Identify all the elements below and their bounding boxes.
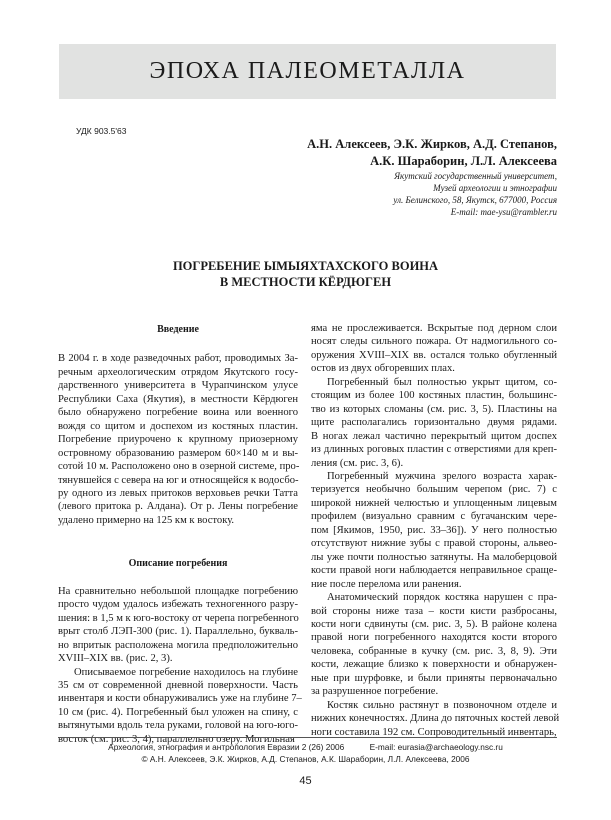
text-line: Костяк сильно растянут в позвоночном отделе и — [327, 699, 557, 711]
text-line: В 2004 г. в ходе разведочных работ, проводимых За- — [58, 353, 298, 365]
article-title — [0, 258, 611, 290]
text-line: широкой нижней челюстью и уплощенным лицевым — [311, 497, 557, 509]
paragraph — [311, 322, 557, 376]
paragraph — [311, 699, 560, 739]
text-line: человека, собранные в кучку (см. рис. 3, 8, 9). Эти — [311, 645, 557, 657]
right-column — [311, 322, 560, 739]
section-heading: Описание погребения — [128, 558, 228, 570]
text-line: ления (см. рис. 3, 6). — [311, 457, 404, 469]
text-line: лы уже почти полностью затянуты. На малоберцовой — [311, 551, 557, 563]
text-line: пом [Якимов, 1950, рис. 33–36]). У него полностью — [311, 524, 557, 536]
text-line: сотой 10 м. Расположено оно в озерной системе, про- — [58, 461, 300, 473]
affiliation: ул. Белинского, 58, Якутск, 677000, Россия — [393, 195, 557, 205]
text-line: ру одного из левых притоков верховьев речки Татта — [58, 487, 298, 499]
footer-divider — [58, 737, 557, 738]
text-line: Погребенный был полностью укрыт щитом, со- — [327, 376, 557, 388]
journal-citation: Археология, этнография и антропология Евразии 2 (26) 2006 — [108, 742, 345, 752]
text-line: яма не прослеживается. Вскрытые под дерном слои — [311, 323, 557, 334]
text-line: теризуется необычно большим черепом (рис. 7) с — [311, 484, 557, 496]
paragraph — [58, 585, 298, 666]
paragraph — [58, 666, 302, 747]
page-number: 45 — [299, 775, 312, 787]
text-line: просто чудом удалось избежать техногенного разру- — [58, 599, 298, 611]
text-line: ноги составила 192 см. Сопроводительный инвентарь, — [311, 726, 557, 738]
text-line: ные при шурфовке, и были приняты первоначально — [311, 672, 557, 684]
text-line: но впритык расположена могила предположительно — [58, 639, 298, 651]
paragraph — [311, 470, 557, 591]
text-line: шения: в 1,5 м к юго-востоку от черепа погребенного — [58, 612, 299, 624]
text-line: врыт столб ЛЭП-300 (рис. 1). Параллельно, букваль- — [58, 626, 298, 638]
section-heading: Введение — [157, 324, 199, 335]
text-line: кости правой ноги наблюдается неправильное сраще- — [311, 565, 557, 577]
text-line: удалено примерно на 125 км к востоку. — [58, 514, 235, 526]
text-line: носят следы сильного пожара. От надмогильного со- — [311, 336, 557, 348]
text-line: остов из двух обгоревших плах. — [311, 363, 455, 375]
text-line: Погребенный мужчина зрелого возраста харак- — [327, 470, 557, 482]
text-line: Республики Саха (Якутия), в местности Кёрдюген — [58, 393, 298, 405]
title-line: ПОГРЕБЕНИЕ ЫМЫЯХТАХСКОГО ВОИНА — [172, 259, 439, 273]
affiliation-email: E-mail: mae-ysu@rambler.ru — [450, 207, 557, 217]
text-line: вытянутыми вдоль тела руками, головой на юго-юго- — [58, 720, 299, 732]
text-line: XVIII–XIX вв. (рис. 2, 3). — [58, 653, 173, 665]
author-block — [307, 136, 557, 218]
udk-code: УДК 903.5'63 — [76, 126, 127, 136]
text-line: тянувшейся с севера на юг и относящейся к водосбо- — [58, 474, 299, 486]
text-line: оружения XVIII–XIX вв. остался только обугленный — [311, 349, 557, 361]
text-line: Погребение приурочено к крупному приозерному — [58, 434, 298, 446]
title-line: В МЕСТНОСТИ КЁРДЮГЕН — [219, 275, 392, 289]
text-line: из длинных роговых пластин с отверстиями для креп- — [311, 444, 557, 456]
text-line: правой ноги погребенного находятся кости второго — [311, 632, 557, 644]
left-column — [58, 323, 302, 746]
text-line: ние после перелома или ранения. — [311, 578, 462, 590]
paragraph — [311, 591, 557, 699]
text-line: нижних конечностях. Длина до пяточных костей левой — [311, 713, 560, 725]
text-line: инвентаря и кости обнаруживались уже на глубине 7– — [58, 693, 302, 705]
footer-journal-line — [0, 742, 611, 753]
text-line: Описываемое погребение находилось на глубине — [74, 666, 298, 678]
text-line: стоящим из более 100 костяных пластин, большинс- — [311, 390, 557, 402]
text-line: щите располагались горизонтально двумя рядами. — [311, 417, 557, 429]
footer-copyright: © А.Н. Алексеев, Э.К. Жирков, А.Д. Степанов, А.К. Шараборин, Л.Л. Алексеева, 2006 — [141, 754, 470, 764]
text-line: Анатомический порядок костяка нарушен с пра- — [327, 592, 557, 604]
affiliation: Музей археологии и этнографии — [433, 183, 557, 193]
text-line: за разрушенное погребение. — [311, 686, 439, 698]
section-title: ЭПОХА ПАЛЕОМЕТАЛЛА — [149, 58, 466, 84]
text-line: вождя со щитом и доспехом из костяных пластин. — [58, 420, 298, 432]
affiliation: Якутский государственный университет, — [394, 171, 557, 181]
text-line: дарственного университета в Чурапчинском улусе — [58, 380, 298, 392]
text-line: На сравнительно небольшой площадке погребению — [58, 585, 298, 597]
text-line: кости, лежащие близко к поверхности и обнаружен- — [311, 659, 557, 671]
text-line: речным археологическим отрядом Якутского госу- — [58, 366, 298, 378]
text-line: 35 см от современной дневной поверхности. Часть — [58, 679, 298, 691]
text-line: профилем (визуально сравним с бугачанским чере- — [311, 511, 557, 523]
authors-line: А.Н. Алексеев, Э.К. Жирков, А.Д. Степанов, — [307, 137, 557, 151]
section-banner — [59, 44, 556, 99]
text-line: кости ноги сдвинуты (см. рис. 3, 5). В районе колена — [311, 618, 557, 630]
authors-line: А.К. Шараборин, Л.Л. Алексеева — [370, 154, 557, 168]
text-line: тво из которых сломаны (см. рис. 3, 5). Пластины на — [311, 403, 557, 415]
paragraph — [58, 352, 298, 527]
paragraph — [311, 376, 557, 470]
text-line: было обнаружено погребение воина или военного — [58, 407, 298, 419]
text-line: отсутствуют нижние зубы с правой стороны, альвео- — [311, 538, 557, 550]
text-line: вой стороны ниже таза – кости кисти разбросаны, — [311, 605, 557, 617]
text-line: островному образованию размером 60×140 м и вы- — [58, 447, 298, 459]
text-line: восток (см. рис. 3, 4), параллельно озеру. Могильная — [58, 733, 295, 745]
text-line: 10 см (рис. 4). Погребенный был уложен на спину, с — [58, 706, 298, 718]
text-line: В ногах лежал частично перекрытый щитом доспех — [311, 430, 557, 442]
journal-email: E-mail: eurasia@archaeology.nsc.ru — [369, 742, 503, 752]
text-line: (левого притока р. Алдана). От р. Лены погребение — [58, 501, 298, 513]
